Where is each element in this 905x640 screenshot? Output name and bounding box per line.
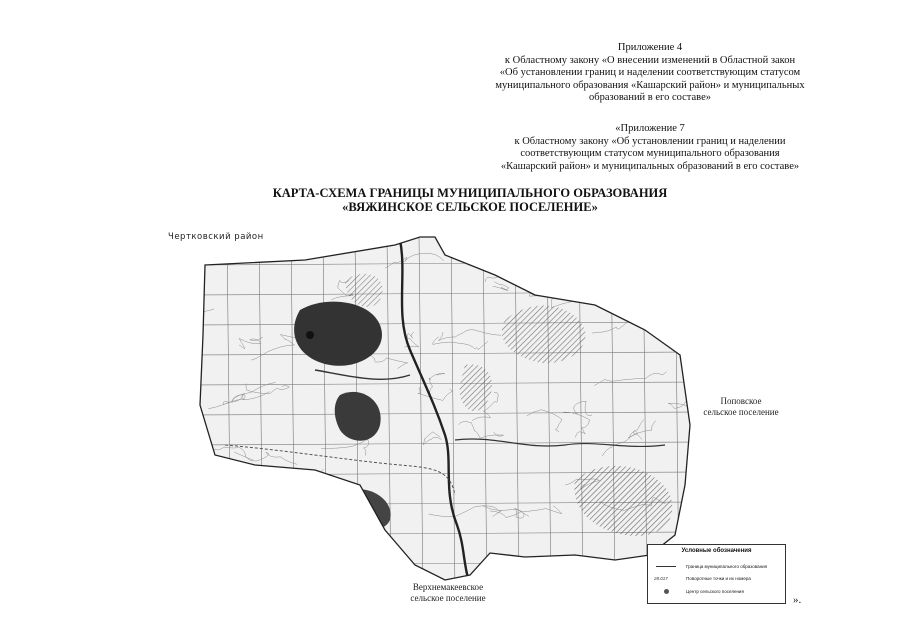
annex-4-line-4: муниципального образования «Кашарский район» и муниципальных — [495, 79, 805, 91]
contour-line — [280, 575, 328, 590]
neighbor-label-popov — [693, 396, 789, 418]
contour-line — [543, 557, 562, 577]
map-area — [195, 235, 695, 595]
annex-7-line-2: к Областному закону «Об установлении границ и наделении — [514, 135, 786, 147]
annex-4-line-1: Приложение 4 — [617, 42, 683, 53]
contour-line — [554, 586, 574, 595]
annex-7-heading — [430, 123, 870, 173]
legend-row-points — [654, 574, 782, 583]
legend-row-center — [654, 587, 782, 596]
settlement-dot-symbol — [654, 587, 678, 596]
contour-line — [628, 274, 679, 290]
map-title-line-2: «ВЯЖИНСКОЕ СЕЛЬСКОЕ ПОСЕЛЕНИЕ» — [342, 200, 598, 214]
contour-line — [367, 575, 392, 588]
contour-line — [325, 546, 358, 571]
contour-line — [304, 512, 332, 534]
contour-line — [678, 236, 695, 252]
contour-line — [578, 265, 627, 276]
annex-7-line-4: «Кашарский район» и муниципальных образований в его составе» — [500, 160, 800, 172]
legend-title: Условные обозначения — [681, 548, 752, 554]
contour-line — [345, 543, 356, 565]
annex-7-line-1: «Приложение 7 — [615, 123, 685, 134]
contour-line — [541, 235, 572, 242]
contour-line — [434, 580, 474, 593]
contour-line — [491, 258, 511, 272]
legend-point-number-sample: 28.017 — [654, 576, 668, 581]
annex-4-line-2: к Областному закону «О внесении изменений в Областной закон — [504, 54, 796, 66]
neighbor-popov-line-2: сельское поселение — [703, 407, 779, 417]
contour-line — [588, 270, 627, 291]
contour-line — [314, 543, 366, 553]
point-number-symbol — [654, 574, 678, 583]
neighbor-verkhne-line-2: сельское поселение — [410, 593, 486, 603]
contour-line — [468, 591, 556, 595]
contour-line — [528, 561, 569, 574]
annex-4-line-3: «Об установлении границ и наделении соответствующим статусом — [499, 67, 801, 78]
contour-line — [621, 241, 691, 253]
legend-row-boundary — [654, 562, 782, 571]
annex-4-line-5: образований в его составе» — [589, 92, 711, 103]
map-background — [195, 235, 695, 595]
boundary-line-symbol — [654, 562, 678, 571]
legend-label-center: Центр сельского поселения — [686, 589, 744, 594]
neighbor-verkhne-line-1: Верхнемакеевское — [412, 582, 484, 592]
closing-quote: ». — [793, 594, 802, 606]
contour-line — [608, 252, 646, 271]
contour-line — [566, 286, 604, 298]
grid-line-vertical — [195, 235, 199, 595]
legend-label-points: Поворотные точки и их номера — [686, 576, 751, 581]
contour-line — [308, 577, 360, 588]
settlement-dot-marker — [306, 331, 314, 339]
settlement-map — [195, 235, 695, 595]
neighbor-popov-line-1: Поповское — [720, 396, 762, 406]
neighbor-label-chertkovo: Чертковский район — [168, 232, 264, 242]
legend-label-boundary: Граница муниципального образования — [686, 564, 768, 569]
annex-4-heading — [430, 42, 870, 105]
legend — [647, 544, 786, 604]
map-title — [190, 186, 750, 214]
grid-line-horizontal — [195, 592, 695, 595]
map-title-line-1: КАРТА-СХЕМА ГРАНИЦЫ МУНИЦИПАЛЬНОГО ОБРАЗОВАНИЯ — [272, 186, 668, 200]
annex-7-line-3: соответствующим статусом муниципального образования — [520, 148, 780, 159]
